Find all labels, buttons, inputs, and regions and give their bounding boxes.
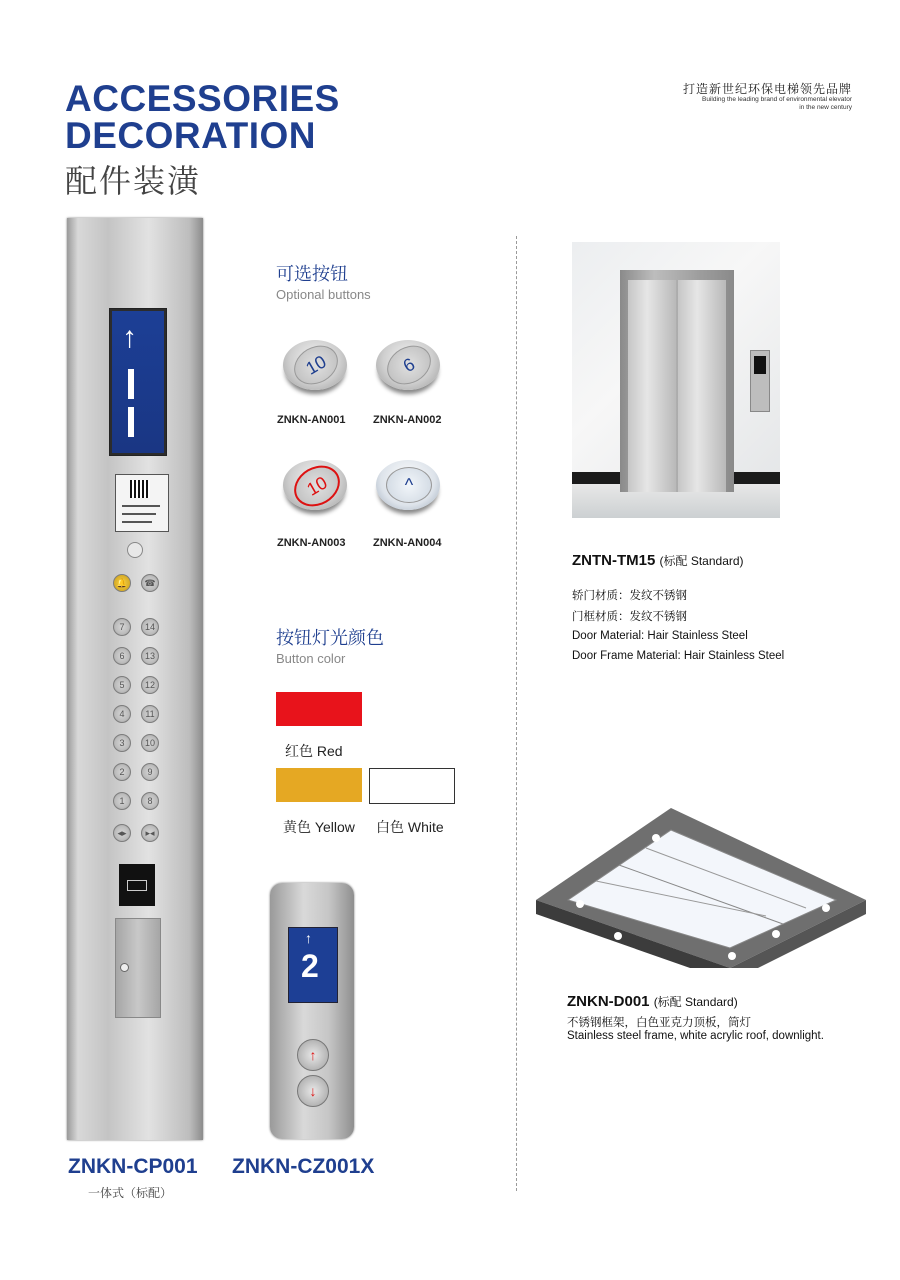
label-line — [122, 521, 152, 523]
display-segment — [128, 369, 134, 399]
title-line-2: DECORATION — [65, 115, 316, 156]
hall-up-button[interactable]: ↑ — [297, 1039, 329, 1071]
label-line — [122, 505, 160, 507]
door-photo — [572, 242, 780, 518]
cop-note: 一体式（标配） — [88, 1186, 173, 1200]
hall-call-station — [270, 883, 354, 1139]
swatch-yellow-label: 黄色 Yellow — [283, 819, 355, 835]
lock-icon[interactable] — [120, 963, 129, 972]
door-close-button[interactable]: ▸◂ — [141, 824, 159, 842]
door-tag: (标配 Standard) — [659, 554, 744, 568]
door-model — [572, 552, 744, 569]
optional-buttons-title-cn: 可选按钮 — [276, 264, 348, 284]
door-open-button[interactable]: ◂▸ — [113, 824, 131, 842]
door-frame — [620, 270, 734, 492]
ceiling-illustration — [536, 808, 866, 968]
button-face: 10 — [287, 458, 348, 515]
cop-model: ZNKN-CP001 — [68, 1155, 198, 1178]
button-face: 6 — [380, 338, 438, 392]
card-reader[interactable] — [119, 864, 155, 906]
ceiling-tag: (标配 Standard) — [653, 995, 738, 1009]
button-an001 — [283, 340, 347, 390]
alarm-light-icon — [127, 542, 143, 558]
swatch-white-label: 白色 White — [376, 819, 444, 835]
floor-button-5[interactable]: 5 — [113, 676, 131, 694]
floor-button-11[interactable]: 11 — [141, 705, 159, 723]
door-spec-en-2: Door Frame Material: Hair Stainless Steel — [572, 650, 785, 662]
swatch-red — [276, 692, 362, 726]
floor-button-13[interactable]: 13 — [141, 647, 159, 665]
ceiling-model-code: ZNKN-D001 — [567, 993, 650, 1010]
button-an003 — [283, 460, 347, 510]
floor-number: 2 — [301, 948, 319, 984]
title-line-1: ACCESSORIES — [65, 78, 340, 119]
floor-button-7[interactable]: 7 — [113, 618, 131, 636]
hall-display — [288, 927, 338, 1003]
card-icon — [127, 880, 147, 891]
ceiling-model — [567, 993, 738, 1010]
ceiling-spec-cn: 不锈钢框架，白色亚克力顶板，筒灯 — [567, 1017, 751, 1029]
button-an004 — [376, 460, 440, 510]
optional-buttons-title-en: Optional buttons — [276, 287, 371, 302]
swatch-red-label: 红色 Red — [285, 743, 343, 759]
button-face: ^ — [386, 467, 432, 503]
service-cabinet — [115, 918, 161, 1018]
code-an002: ZNKN-AN002 — [373, 414, 442, 426]
floor-button-6[interactable]: 6 — [113, 647, 131, 665]
door-model-code: ZNTN-TM15 — [572, 552, 656, 569]
arrow-up-icon: ↑ — [305, 930, 312, 946]
slogan-cn: 打造新世纪环保电梯领先品牌 — [682, 82, 852, 96]
door-leaf-right — [678, 280, 726, 492]
code-an004: ZNKN-AN004 — [373, 537, 442, 549]
divider — [516, 236, 517, 1191]
button-an002 — [376, 340, 440, 390]
display-segment — [128, 407, 134, 437]
floor-button-12[interactable]: 12 — [141, 676, 159, 694]
floor-button-9[interactable]: 9 — [141, 763, 159, 781]
slogan-en: Building the leading brand of environmental elevator in the new century — [702, 96, 852, 112]
floor-button-3[interactable]: 3 — [113, 734, 131, 752]
swatch-yellow — [276, 768, 362, 802]
floor-button-10[interactable]: 10 — [141, 734, 159, 752]
phone-button[interactable]: ☎ — [141, 574, 159, 592]
door-spec-en-1: Door Material: Hair Stainless Steel — [572, 630, 748, 642]
button-face: 10 — [287, 338, 345, 392]
cop-display — [109, 308, 167, 456]
door-spec-cn-1: 轿门材质：发纹不锈钢 — [572, 590, 687, 602]
label-line — [122, 513, 156, 515]
panel-display — [754, 356, 766, 374]
floor-button-4[interactable]: 4 — [113, 705, 131, 723]
floor-button-14[interactable]: 14 — [141, 618, 159, 636]
arrow-up-icon: ↑ — [122, 321, 137, 354]
car-operating-panel — [67, 218, 203, 1140]
code-an001: ZNKN-AN001 — [277, 414, 346, 426]
floor-button-8[interactable]: 8 — [141, 792, 159, 810]
floor-button-2[interactable]: 2 — [113, 763, 131, 781]
button-color-title-en: Button color — [276, 651, 346, 666]
ceiling-spec-en: Stainless steel frame, white acrylic roof, downlight. — [567, 1030, 824, 1042]
title-cn: 配件装潢 — [65, 163, 202, 199]
code-an003: ZNKN-AN003 — [277, 537, 346, 549]
capacity-label — [115, 474, 169, 532]
floor-button-1[interactable]: 1 — [113, 792, 131, 810]
button-color-title-cn: 按钮灯光颜色 — [276, 628, 384, 648]
hall-down-button[interactable]: ↓ — [297, 1075, 329, 1107]
hall-panel-icon — [750, 350, 770, 412]
swatch-white — [369, 768, 455, 804]
door-leaf-left — [628, 280, 676, 492]
alarm-button[interactable]: 🔔 — [113, 574, 131, 592]
door-spec-cn-2: 门框材质：发纹不锈钢 — [572, 611, 687, 623]
hall-model: ZNKN-CZ001X — [232, 1155, 375, 1178]
qr-code-icon — [130, 480, 150, 498]
